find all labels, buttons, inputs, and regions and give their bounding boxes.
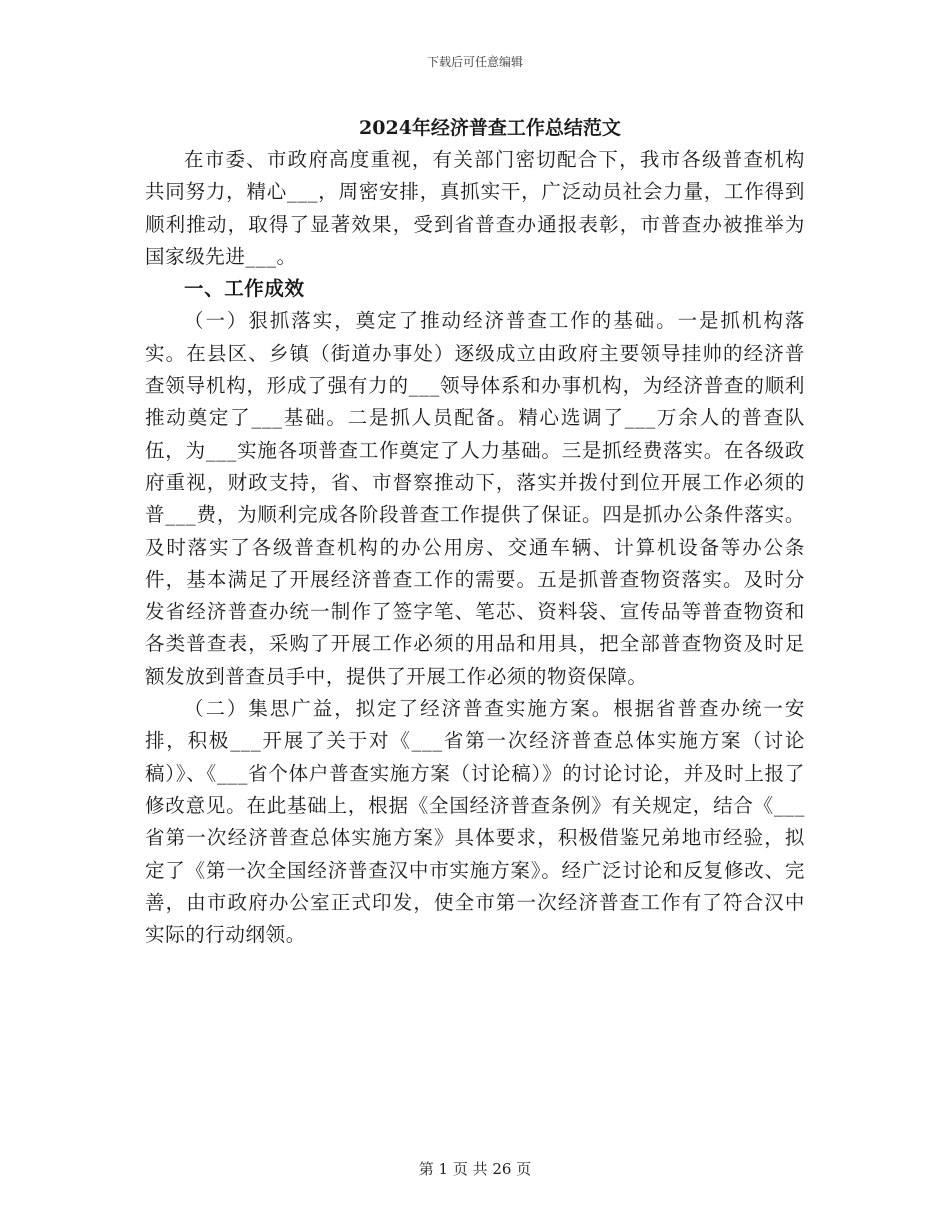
document-body — [145, 112, 805, 951]
paragraph-2: （二）集思广益，拟定了经济普查实施方案。根据省普查办统一安排，积极___开展了关于对《___省第一次经济普查总体实施方案（讨论稿）》、《___省个体户普查实施方案（讨论稿）》的讨论讨论，并及时上报了修改意见。在此基础上，根据《全国经济普查条例》有关规定，结合《___省第一次经济普查总体实施方案》具体要求，积极借鉴兄弟地市经验，拟定了《第一次全国经济普查汉中市实施方案》。经广泛讨论和反复修改、完善，由市政府办公室正式印发，使全市第一次经济普查工作有了符合汉中实际的行动纲领。 — [145, 697, 805, 947]
page-header: 下载后可任意编辑 — [426, 55, 523, 69]
intro-paragraph: 在市委、市政府高度重视，有关部门密切配合下，我市各级普查机构共同努力，精心___，周密安排，真抓实干，广泛动员社会力量，工作得到顺利推动，取得了显著效果，受到省普查办通报表彰，市普查办被推举为国家级先进___。 — [145, 148, 805, 268]
page-footer: 第 1 页 共 26 页 — [418, 1160, 532, 1178]
document-title: 2024年经济普查工作总结范文 — [359, 117, 621, 139]
section-heading: 一、工作成效 — [184, 277, 305, 301]
paragraph-1: （一）狠抓落实，奠定了推动经济普查工作的基础。一是抓机构落实。在县区、乡镇（街道办事处）逐级成立由政府主要领导挂帅的经济普查领导机构，形成了强有力的___领导体系和办事机构，为经济普查的顺利推动奠定了___基础。二是抓人员配备。精心选调了___万余人的普查队伍，为___实施各项普查工作奠定了人力基础。三是抓经费落实。在各级政府重视，财政支持，省、市督察推动下，落实并拨付到位开展工作必须的普___费，为顺利完成各阶段普查工作提供了保证。四是抓办公条件落实。及时落实了各级普查机构的办公用房、交通车辆、计算机设备等办公条件，基本满足了开展经济普查工作的需要。五是抓普查物资落实。及时分发省经济普查办统一制作了签字笔、笔芯、资料袋、宣传品等普查物资和各类普查表，采购了开展工作必须的用品和用具，把全部普查物资及时足额发放到普查员手中，提供了开展工作必须的物资保障。 — [145, 309, 805, 688]
